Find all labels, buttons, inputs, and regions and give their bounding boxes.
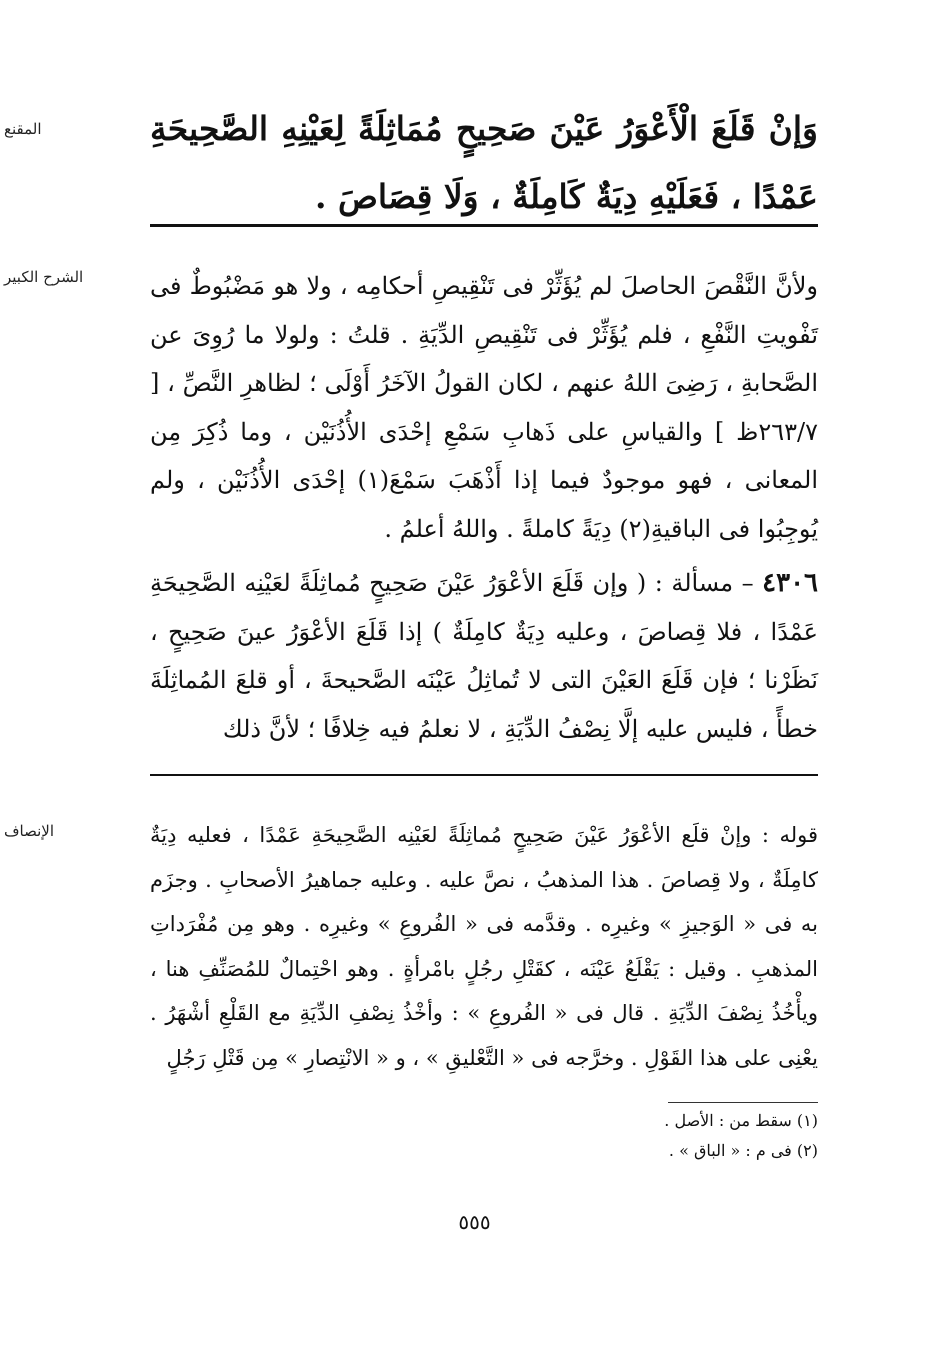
footnote-1: (١) سقط من : الأصل . (664, 1111, 818, 1130)
section-divider-thick (150, 224, 818, 227)
section-label-sharh: الشرح الكبير (4, 268, 84, 286)
masala-number: ٤٣٠٦ (762, 568, 818, 598)
footnotes (450, 1106, 818, 1166)
masala-paragraph (150, 559, 818, 753)
masala-text: – مسألة : ( وإن قَلَعَ الأعْوَرُ عَيْنَ صَحِيحٍ مُماثِلَةً لعَيْنِه الصَّحِيحَةِ عَمْدًا ، فلا قِصاصَ ، وعليه دِيَةٌ كامِلَةٌ ) إذا قَلَعَ الأعْوَرُ عينَ صَحِيحٍ ، نَظَرْنا ؛ فإن قَلَعَ العَيْنَ التى لا تُماثِلُ عَيْنَه الصَّحيحةَ ، أو قلعَ المُماثِلَةَ خطأً ، فليس عليه إلَّا نِصْفُ الدِّيَةِ ، لا نعلمُ فيه خِلافًا ؛ لأنَّ ذلك (150, 569, 818, 743)
sharh-paragraph: ولأنَّ النَّقْصَ الحاصلَ لم يُؤَثِّرْ فى تَنْقِيصِ أحكامِه ، ولا هو مَضْبُوطٌ فى تَفْويتِ النَّفْعِ ، فلم يُؤَثِّرْ فى تَنْقِيصِ الدِّيَةِ . قلتُ : ولولا ما رُوِىَ عن الصَّحابةِ ، رَضِىَ اللهُ عنهم ، لكان القولُ الآخَرُ أَوْلَى ؛ لظاهرِ النَّصِّ ، [ ٢٦٣/٧ظ ] والقياسِ على ذَهابِ سَمْعِ إحْدَى الأُذُنَيْن ، وما ذُكِرَ مِن المعانى ، فهو موجودٌ فيما إذا أَذْهَبَ سَمْعَ(١) إحْدَى الأُذُنَيْن ، ولم يُوجِبُوا فى الباقيةِ(٢) دِيَةً كاملةً . واللهُ أعلمُ . (150, 272, 819, 543)
page-number: ٥٥٥ (458, 1210, 491, 1234)
sharh-block (150, 262, 818, 753)
footnote-divider (668, 1102, 818, 1103)
section-label-insaf: الإنصاف (4, 822, 55, 840)
muqni-text: وَإنْ قَلَعَ الْأَعْوَرُ عَيْنَ صَحِيحٍ مُمَاثِلَةً لِعَيْنِهِ الصَّحِيحَةِ عَمْدًا ، فَعَلَيْهِ دِيَةٌ كَامِلَةٌ ، وَلَا قِصَاصَ . (150, 109, 818, 216)
footnote-2: (٢) فى م : « الباق » . (668, 1141, 818, 1160)
section-divider-thin (150, 774, 818, 776)
insaf-text: قوله : وإنْ قلَع الأعْوَرُ عَيْنَ صَحِيحٍ مُماثِلَةً لعَيْنِه الصَّحِيحَةِ عَمْدًا ، فعليه دِيَةٌ كامِلَةٌ ، ولا قِصاصَ . هذا المذهبُ ، نصَّ عليه . وعليه جماهيرُ الأصحابِ . وجزَم به فى « الوَجيزِ » وغيرِه . وقدَّمه فى « الفُروعِ » وغيرِه . وهو مِن مُفْرَداتِ المذهبِ . وقيل : يَقْلَعُ عَيْنَه ، كقَتْلِ رجُلٍ بامْرأةٍ . وهو احْتِمالٌ للمُصَنِّفِ هنا ، ويأْخُذُ نِصْفَ الدِّيَةِ . قال فى « الفُروعِ » : وأخْذُ نِصْفِ الدِّيَةِ مع القَلْعِ أشْهَرُ . يعْنِى على هذا القَوْلِ . وخرَّجه فى « التَّعْليقِ » ، و « الانْتِصارِ » مِن قَتْلِ رَجُلٍ (150, 823, 818, 1070)
section-label-muqni: المقنع (4, 120, 42, 138)
